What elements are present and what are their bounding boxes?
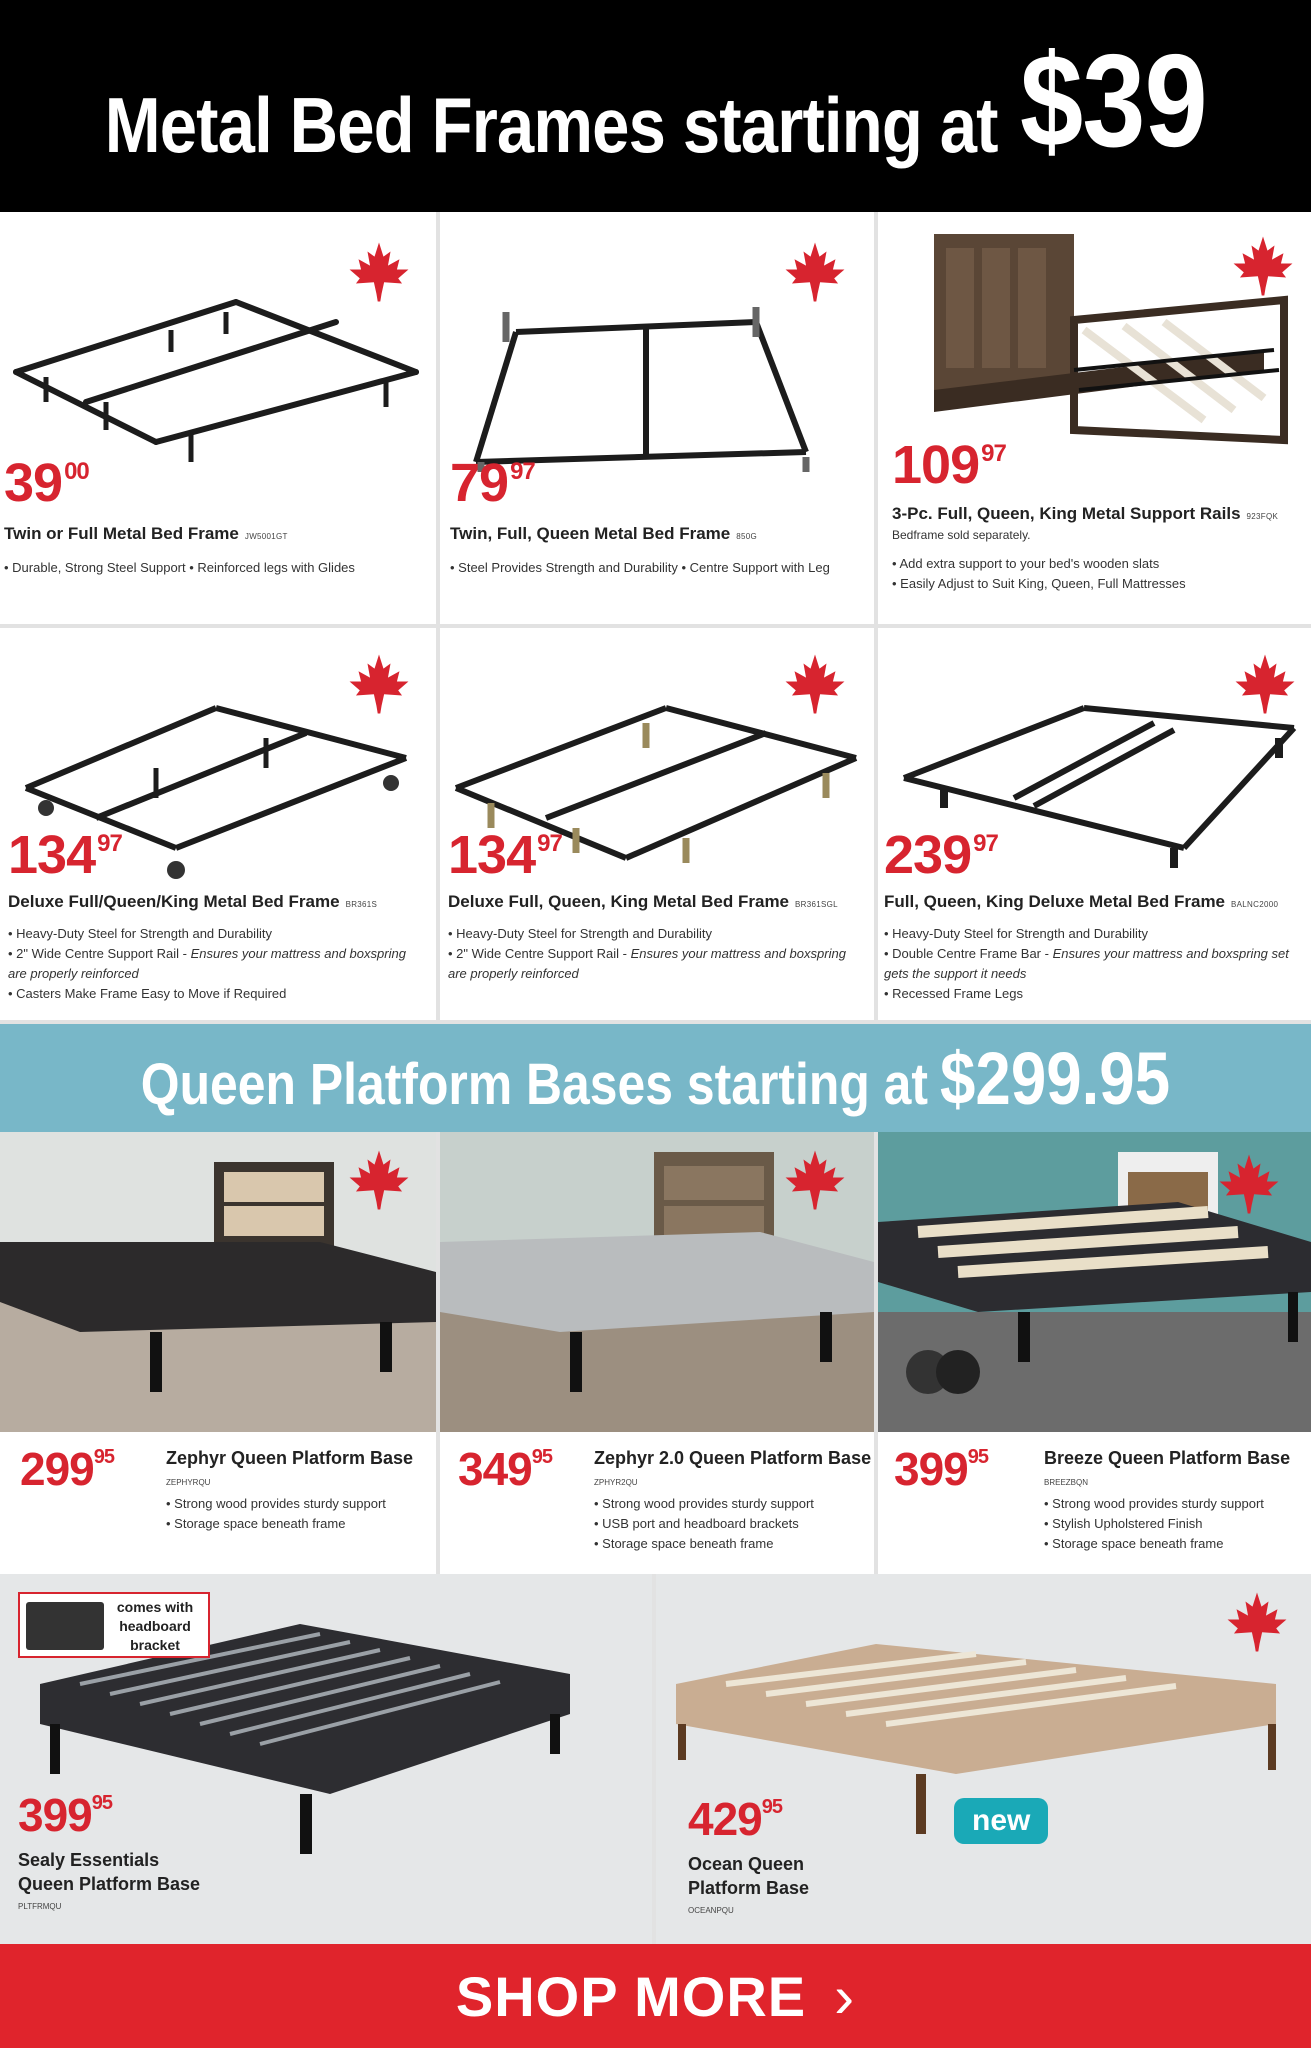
sku-zephyr-2: ZPHYR2QU (594, 1478, 638, 1487)
maple-leaf-icon (1214, 1152, 1284, 1216)
product-card-breeze[interactable] (878, 1132, 1311, 1574)
price-deluxe-fqk-balnc: $239^{97}$ (884, 825, 998, 885)
bullets-twin-full-queen-frame: • Steel Provides Strength and Durability • Centre Support with Leg (450, 558, 830, 578)
bullets-zephyr: • Strong wood provides sturdy support • Storage space beneath frame (166, 1494, 386, 1534)
price-deluxe-fqk-frame-glides: $134^{97}$ (448, 825, 562, 885)
price-support-rails: $109^{97}$ (892, 435, 1006, 495)
price-zephyr: $299^{95}$ (20, 1443, 114, 1495)
product-card-support-rails[interactable] (878, 212, 1311, 624)
product-name-sealy-line2: Queen Platform Base (18, 1874, 201, 1894)
price-twin-full-frame: $39^{00}$ (4, 453, 89, 513)
price-twin-full-queen-frame: $79^{97}$ (450, 453, 535, 513)
banner-metal-title (104, 26, 1207, 182)
banner-platform-title (141, 1036, 1170, 1121)
product-name-ocean-line2: Platform Base (688, 1878, 810, 1898)
bullets-deluxe-fqk-frame-glides: • Heavy-Duty Steel for Strength and Durability • 2" Wide Centre Support Rail - Ensures your mattress and boxspring are properly reinforced (448, 924, 864, 984)
sku-breeze: BREEZBQN (1044, 1478, 1089, 1487)
shop-more-button[interactable] (0, 1944, 1311, 2048)
banner-platform-text: Queen Platform Bases starting at (140, 1051, 929, 1117)
platform-bases-grid (0, 1132, 1311, 1574)
bottom-products-grid (0, 1574, 1311, 1944)
metal-frames-grid (0, 212, 1311, 1024)
product-card-deluxe-fqk-balnc[interactable] (878, 628, 1311, 1020)
product-name-ocean-line1: Ocean Queen (688, 1854, 805, 1874)
wooden-bedframe-image (884, 230, 1304, 450)
price-zephyr-2: $349^{95}$ (458, 1443, 552, 1495)
maple-leaf-icon (344, 1148, 414, 1212)
sku-ocean: OCEANPQU (688, 1906, 734, 1915)
product-card-ocean[interactable] (656, 1574, 1311, 1944)
banner-platform-bases (0, 1024, 1311, 1132)
product-name-deluxe-fqk-balnc: Full, Queen, King Deluxe Metal Bed Frame BALNC2000 (884, 892, 1279, 911)
product-name-zephyr: Zephyr Queen Platform Base (166, 1448, 414, 1468)
price-sealy-essentials: $399^{95}$ (18, 1789, 112, 1841)
price-breeze: $399^{95}$ (894, 1443, 988, 1495)
product-name-deluxe-fqk-frame: Deluxe Full/Queen/King Metal Bed Frame BR361S (8, 892, 378, 911)
metal-frame-image (6, 252, 426, 472)
bullets-zephyr-2: • Strong wood provides sturdy support • USB port and headboard brackets • Storage space beneath frame (594, 1494, 814, 1554)
product-name-sealy-line1: Sealy Essentials (18, 1850, 160, 1870)
bullets-twin-full-frame: • Durable, Strong Steel Support • Reinforced legs with Glides (4, 558, 355, 578)
chevron-right-icon: › (834, 1962, 856, 2030)
product-card-zephyr-2[interactable] (440, 1132, 874, 1574)
banner-metal-bed-frames (0, 0, 1311, 212)
product-card-deluxe-fqk-frame[interactable] (0, 628, 436, 1020)
headboard-bracket-callout (18, 1592, 210, 1658)
banner-metal-text: Metal Bed Frames starting at (104, 80, 998, 169)
callout-text: comes with headboard bracket (116, 1599, 194, 1653)
product-card-deluxe-fqk-frame-glides[interactable] (440, 628, 874, 1020)
bullets-deluxe-fqk-balnc: • Heavy-Duty Steel for Strength and Durability • Double Centre Frame Bar - Ensures your mattress and boxspring set gets the support it needs • Recessed Frame Legs (884, 924, 1304, 1004)
bullets-deluxe-fqk-frame: • Heavy-Duty Steel for Strength and Durability • 2" Wide Centre Support Rail - Ensures your mattress and boxspring are properly reinforced • Casters Make Frame Easy to Move if Required (8, 924, 428, 1004)
headboard-bracket-icon (26, 1602, 104, 1650)
price-deluxe-fqk-frame: $134^{97}$ (8, 825, 122, 885)
product-name-zephyr-2: Zephyr 2.0 Queen Platform Base (594, 1448, 872, 1468)
product-name-breeze: Breeze Queen Platform Base (1044, 1448, 1291, 1468)
product-name-twin-full-frame: Twin or Full Metal Bed Frame JW5001GT (4, 524, 288, 543)
product-name-deluxe-fqk-frame-glides: Deluxe Full, Queen, King Metal Bed Frame BR361SGL (448, 892, 838, 911)
product-name-twin-full-queen-frame: Twin, Full, Queen Metal Bed Frame 850G (450, 524, 758, 543)
product-card-twin-full-queen-frame[interactable] (440, 212, 874, 624)
metal-frame-image (446, 252, 866, 472)
banner-platform-price: $299.95 (940, 1036, 1171, 1120)
product-name-support-rails: 3-Pc. Full, Queen, King Metal Support Rails 923FQK (892, 504, 1279, 523)
sku-zephyr: ZEPHYRQU (166, 1478, 211, 1487)
new-badge: new (954, 1798, 1048, 1844)
price-ocean: $429^{95}$ (688, 1793, 782, 1845)
bullets-breeze: • Strong wood provides sturdy support • Stylish Upholstered Finish • Storage space beneath frame (1044, 1494, 1264, 1554)
bullets-support-rails: • Add extra support to your bed's wooden slats • Easily Adjust to Suit King, Queen, Full Mattresses (892, 554, 1186, 594)
maple-leaf-icon (780, 1148, 850, 1212)
shop-more-label: SHOP MORE (455, 1964, 807, 2028)
product-card-sealy-essentials[interactable] (0, 1574, 652, 1944)
sku-sealy-essentials: PLTFRMQU (18, 1902, 62, 1911)
note-support-rails: Bedframe sold separately. (892, 528, 1031, 542)
product-card-twin-full-frame[interactable] (0, 212, 436, 624)
banner-metal-price: $39 (1019, 26, 1207, 174)
maple-leaf-icon (1222, 1590, 1292, 1654)
product-card-zephyr[interactable] (0, 1132, 436, 1574)
